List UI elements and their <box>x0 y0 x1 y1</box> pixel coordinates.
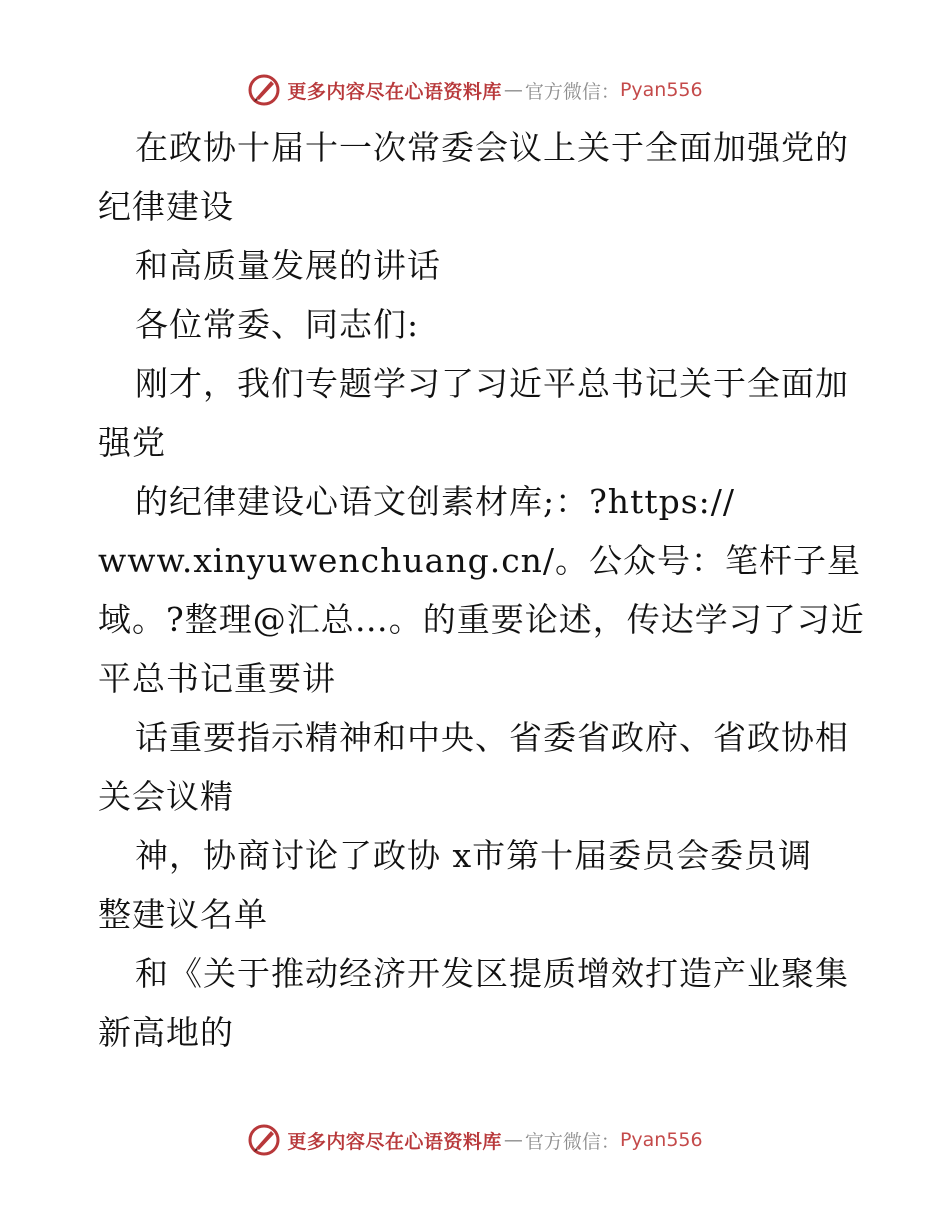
text-line: 在政协十届十一次常委会议上关于全面加强党的 <box>135 128 849 167</box>
banner-contact-label: 官方微信： <box>524 80 620 103</box>
banner-brand: 更多内容尽在心语资料库 <box>287 80 502 103</box>
banner-wechat-id: Pyan556 <box>619 79 703 101</box>
text-line: 纪律建设 <box>98 187 234 226</box>
text-line: 的纪律建设心语文创素材库;：?https:// <box>135 482 736 521</box>
banner-contact-label: 官方微信： <box>524 1130 620 1153</box>
text-line: 新高地的 <box>98 1013 234 1052</box>
quill-logo-icon <box>247 1123 281 1157</box>
text-line: 关会议精 <box>98 777 234 816</box>
header-banner <box>0 70 950 110</box>
footer-banner <box>0 1120 950 1160</box>
text-line: 和高质量发展的讲话 <box>135 246 441 285</box>
quill-logo-icon <box>247 73 281 107</box>
text-line: 平总书记重要讲 <box>98 659 336 698</box>
banner-separator: — <box>503 1129 523 1151</box>
document-body <box>98 118 865 1062</box>
banner-brand: 更多内容尽在心语资料库 <box>287 1130 502 1153</box>
text-line: 和《关于推动经济开发区提质增效打造产业聚集 <box>135 954 849 993</box>
text-line: 强党 <box>98 423 166 462</box>
text-line: 整建议名单 <box>98 895 268 934</box>
text-line: www.xinyuwenchuang.cn/。公众号：笔杆子星 <box>98 541 862 580</box>
banner-wechat-id: Pyan556 <box>619 1129 703 1151</box>
text-line: 话重要指示精神和中央、省委省政府、省政协相 <box>135 718 849 757</box>
text-line: 各位常委、同志们: <box>135 305 420 344</box>
text-line: 神，协商讨论了政协 x市第十届委员会委员调 <box>135 836 813 875</box>
text-line: 域。?整理@汇总…。的重要论述，传达学习了习近 <box>98 600 865 639</box>
banner-separator: — <box>503 79 523 101</box>
text-line: 刚才，我们专题学习了习近平总书记关于全面加 <box>135 364 849 403</box>
